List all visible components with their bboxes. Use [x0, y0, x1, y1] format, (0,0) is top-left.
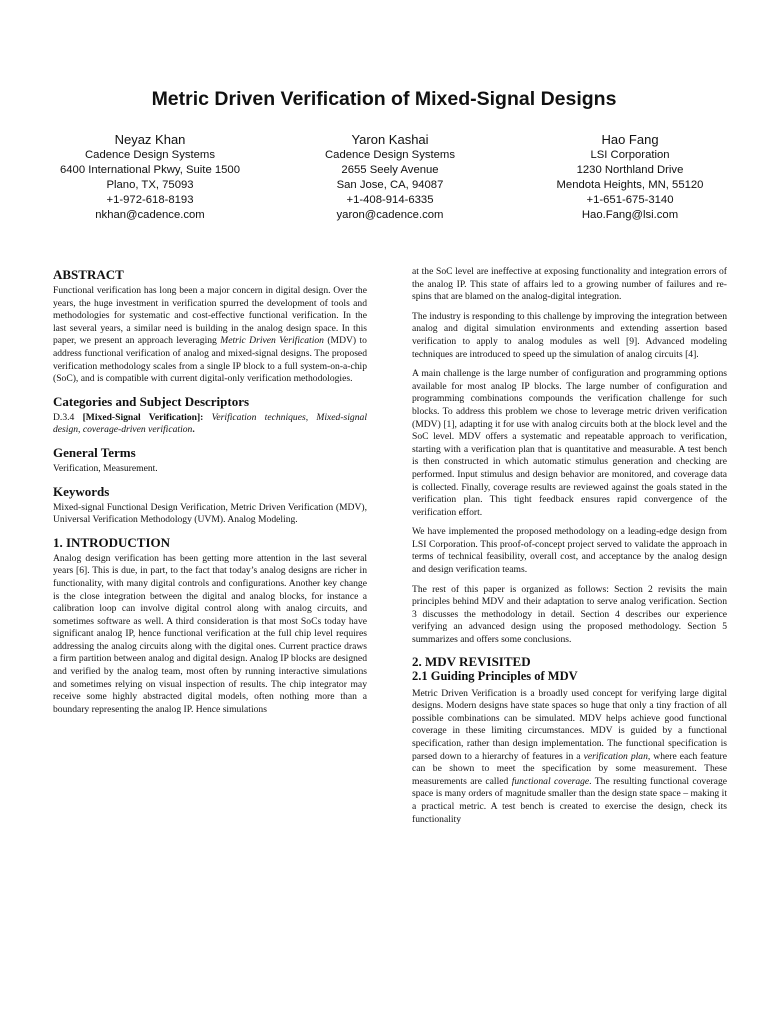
categories-text: D.3.4 [Mixed-Signal Verification]: Verification techniques, Mixed-signal design, coverage-driven verification.: [53, 411, 367, 436]
author-org: Cadence Design Systems: [325, 149, 455, 161]
left-column: [53, 264, 367, 723]
section-2-1-heading: 2.1 Guiding Principles of MDV: [412, 668, 578, 683]
author-email: yaron@cadence.com: [336, 209, 444, 221]
organization-paragraph: The rest of this paper is organized as follows: Section 2 revisits the main principles behind MDV and their adaptation to serve analog verification. Section 3 discusses the methodology in detail. Section 4 describes our experience verifying an advanced design using the proposed methodology. Section 5 summarizes and offers some conclusions.: [412, 583, 727, 646]
author-address: 6400 International Pkwy, Suite 1500: [59, 164, 241, 176]
categories-heading: Categories and Subject Descriptors: [53, 393, 250, 409]
author-org: LSI Corporation: [590, 149, 670, 161]
right-column: [412, 266, 727, 833]
author-name: Yaron Kashai: [351, 132, 429, 147]
mdv-principles-paragraph: Metric Driven Verification is a broadly used concept for verifying large digital designs. Modern designs have state spaces so huge that only a tiny fraction of all possible combinations can be simulated. MDV helps achieve good functional coverage in these limiting circumstances. MDV is guided by a functional specification, rather than design implementation. The functional specification is parsed down to a hierarchy of features in a verification plan, where each feature can be shown to meet the specification by some measurement. These measurements are called functional coverage. The resulting functional coverage space is many orders of magnitude smaller than the design state space – making it a practical metric. A test bench is created to exercise the design, check its functionality: [412, 687, 728, 825]
abstract-text: Functional verification has long been a major concern in digital design. Over the years, the huge investment in verification spurred the development of tools and methodologies for systematic and cost-effective functional verification. In the last several years, a similar need is building in the analog design space. In this paper, we present an approach leveraging Metric Driven Verification (MDV) to address functional verification of analog and mixed-signal designs. The proposed verification methodology scales from a single IP block to a full system-on-a-chip (SoC), and is compatible with current digital-only verification methodologies.: [53, 285, 367, 385]
author-city: San Jose, CA, 94087: [336, 179, 444, 191]
author-address: 2655 Seely Avenue: [341, 164, 439, 176]
author-email: Hao.Fang@lsi.com: [581, 209, 679, 221]
author-org: Cadence Design Systems: [85, 149, 215, 161]
general-terms-heading: General Terms: [53, 444, 136, 460]
introduction-heading: 1. INTRODUCTION: [53, 534, 171, 550]
intro-continued-paragraph: at the SoC level are ineffective at exposing functionality and integration errors of the analog IP. This state of affairs led to a growing number of failures and re-spins that are blamed on the analog-digital integration.: [412, 266, 727, 303]
section-2-heading: 2. MDV REVISITED: [412, 653, 531, 669]
author-phone: +1-651-675-3140: [586, 194, 674, 206]
abstract-heading: ABSTRACT: [53, 267, 124, 282]
author-email: nkhan@cadence.com: [95, 209, 205, 221]
paper-title: Metric Driven Verification of Mixed-Signal Designs: [151, 88, 617, 110]
general-terms-text: Verification, Measurement.: [53, 462, 158, 474]
author-block-1: [35, 132, 265, 223]
author-phone: +1-408-914-6335: [346, 194, 434, 206]
introduction-text: Analog design verification has been getting more attention in the last several years [6]. This is due, in part, to the fact that today’s analog designs are richer in functionality, with many digital controls and configurations. Another key change is the close integration between the digital and analog blocks, for instance a calibration loop can involve digital control along with analog circuits, and sometimes software as well. A third consideration is that most SoCs today have significant analog IP, hence functional verification at the full chip level requires addressing the analog circuits along with the digital ones. Current practice draws a firm partition between analog and digital design. Analog IP blocks are designed and verified by the analog team, most often by running interactive simulations and sometimes relying on visual inspection of results. The chip integrator may receive some highly abstracted digital models, often nothing more than a boundary representing the analog IP. Hence simulations: [53, 552, 367, 715]
author-city: Mendota Heights, MN, 55120: [556, 179, 704, 191]
author-name: Neyaz Khan: [114, 132, 186, 147]
author-block-3: [515, 132, 745, 223]
author-phone: +1-972-618-8193: [106, 194, 194, 206]
author-address: 1230 Northland Drive: [576, 164, 684, 176]
author-name: Hao Fang: [601, 132, 659, 147]
main-challenge-paragraph: A main challenge is the large number of configuration and programming options available for most analog IP blocks. The large number of configuration and programming combinations compounds the verification challenge for such blocks. To address this problem we chose to leverage metric driven verification (MDV) [1], adapting it for use with analog circuits both at the block level and the SoC level. MDV offers a systematic and repeatable approach to verification, starting with a verification plan that is quantitative and measurable. A test bench is then constructed in which automatic stimulus generation and checking are performed. Input stimulus and design behavior are monitored, and coverage data is collected. Finally, coverage results are reviewed against the goals stated in the verification plan. This tight feedback ensures rapid convergence of the verification effort.: [412, 368, 727, 518]
keywords-text: Mixed-signal Functional Design Verification, Metric Driven Verification (MDV), Universal Verification Methodology (UVM). Analog Modeling.: [53, 501, 367, 526]
keywords-heading: Keywords: [53, 483, 110, 499]
author-city: Plano, TX, 75093: [106, 179, 194, 191]
implementation-paragraph: We have implemented the proposed methodology on a leading-edge design from LSI Corporation. This proof-of-concept project served to validate the approach in terms of technical feasibility, overall cost, and acceptance by the analog design and design verification teams.: [412, 526, 727, 576]
industry-paragraph: The industry is responding to this challenge by improving the integration between analog and digital simulation environments and extending assertion based verification to apply to analog modules as well [9]. Advanced modeling techniques are introduced to speed up the simulation of analog circuits [4].: [412, 310, 727, 360]
author-block-2: [275, 132, 505, 223]
